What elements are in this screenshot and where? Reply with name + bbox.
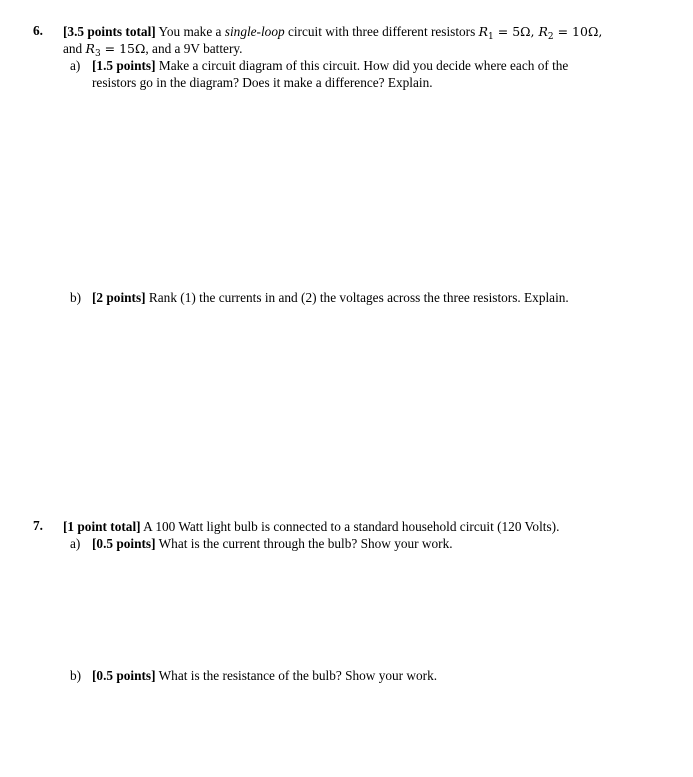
question-6a-text: Make a circuit diagram of this circuit. How did you decide where each of the [155, 58, 569, 73]
resistor-r2: $R_2 = 10\Omega$, [538, 24, 603, 42]
question-7-number: 7. [33, 518, 43, 533]
question-7-text: A 100 Watt light bulb is connected to a standard household circuit (120 Volts). [140, 519, 560, 534]
question-7b-text: What is the resistance of the bulb? Show your work. [155, 668, 438, 683]
question-6-line2-b: , and a 9V battery. [145, 41, 243, 56]
question-6-number: 6. [33, 23, 43, 38]
question-6a-line1 [92, 57, 568, 74]
question-6a-line2: resistors go in the diagram? Does it make a difference? Explain. [92, 75, 433, 90]
question-7b-prompt [92, 667, 437, 684]
question-7b-label: b) [70, 668, 82, 683]
question-6b-prompt [92, 289, 569, 306]
question-7a-text: What is the current through the bulb? Show your work. [155, 536, 453, 551]
question-7a-points: [0.5 points] [92, 536, 156, 551]
question-6b-label: b) [70, 290, 82, 305]
question-7-prompt [63, 518, 559, 535]
question-6a-points: [1.5 points] [92, 58, 156, 73]
question-6b-text: Rank (1) the currents in and (2) the voltages across the three resistors. Explain. [145, 290, 569, 305]
question-6-emphasis: single-loop [224, 24, 285, 39]
resistor-r1: $R_1 = 5\Omega$, [478, 24, 539, 42]
resistor-r3: $R_3 = 15\Omega$ [85, 41, 146, 59]
question-6-prompt-line2 [63, 40, 243, 57]
question-6-prompt [63, 23, 602, 40]
question-7a-prompt [92, 535, 453, 552]
question-7b-points: [0.5 points] [92, 668, 156, 683]
question-6-line2-a: and [63, 41, 86, 56]
question-6-text-b: circuit with three different resistors [284, 24, 479, 39]
question-6-text-a: You make a [155, 24, 225, 39]
question-6b-points: [2 points] [92, 290, 146, 305]
question-6-points: [3.5 points total] [63, 24, 156, 39]
question-7-points: [1 point total] [63, 519, 141, 534]
question-7a-label: a) [70, 536, 81, 551]
question-6a-label: a) [70, 58, 81, 73]
